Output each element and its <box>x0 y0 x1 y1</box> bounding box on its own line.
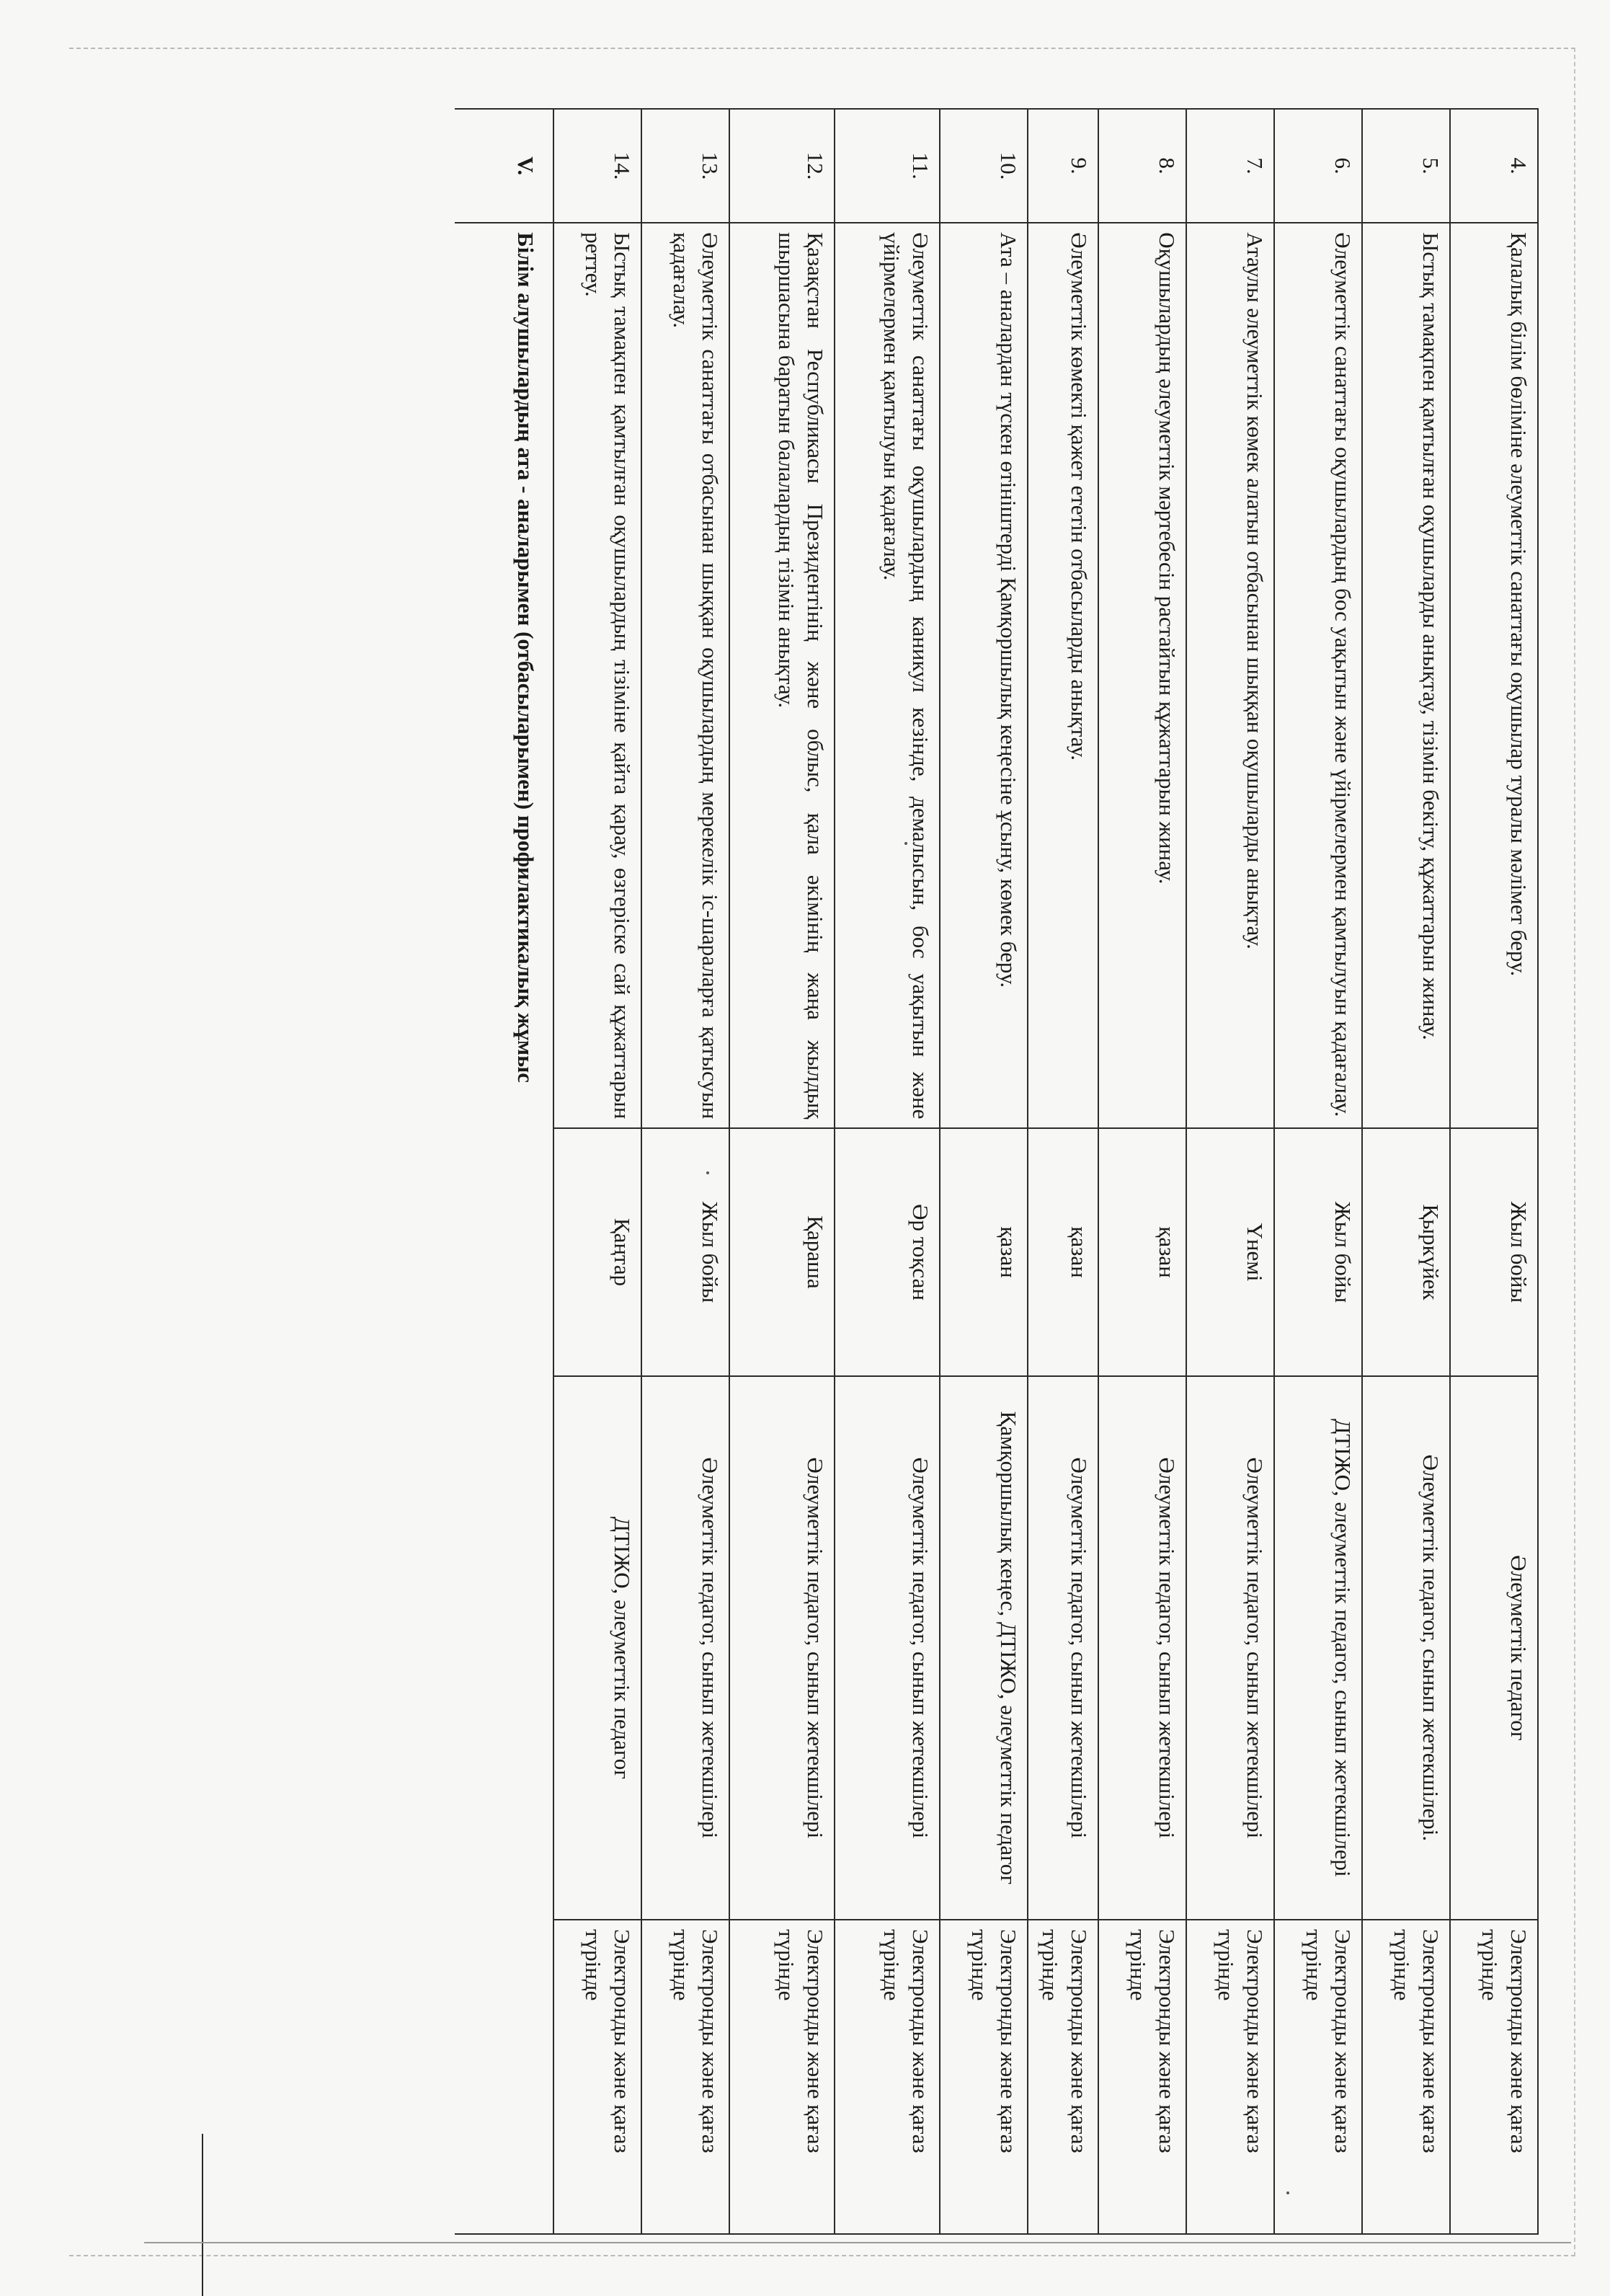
row-form: Электронды және қағаз түрінде <box>553 1920 641 2234</box>
row-responsible: Әлеуметтік педагог, сынып жетекшілері <box>1098 1376 1186 1920</box>
row-number: 11. <box>835 109 940 223</box>
row-form: Электронды және қағаз түрінде <box>1186 1920 1274 2234</box>
row-period: Үнемі <box>1186 1128 1274 1375</box>
row-period: Жыл бойы <box>1274 1128 1362 1375</box>
row-task: Оқушылардың әлеуметтік мәртебесін растайтын құжаттарын жинау. <box>1098 223 1186 1128</box>
table-row <box>1028 109 1098 2234</box>
row-responsible: Әлеуметтік педагог, сынып жетекшілері <box>729 1376 835 1920</box>
row-period: Қараша <box>729 1128 835 1375</box>
table-row <box>1274 109 1362 2234</box>
row-number: 10. <box>940 109 1028 223</box>
row-responsible: Әлеуметтік педагог, сынып жетекшілері <box>835 1376 940 1920</box>
row-responsible: Әлеуметтік педагог, сынып жетекшілері. <box>1362 1376 1450 1920</box>
table-row <box>553 109 641 2234</box>
row-period: қазан <box>1098 1128 1186 1375</box>
row-responsible: Әлеуметтік педагог, сынып жетекшілері <box>1186 1376 1274 1920</box>
row-form: Электронды және қағаз түрінде <box>1450 1920 1538 2234</box>
row-number: 9. <box>1028 109 1098 223</box>
row-task: Ыстық тамақпен қамтылған оқушылардың тізіміне қайта қарау, өзгеріске сай құжаттарын реттеу. <box>553 223 641 1128</box>
table-body <box>455 109 1538 2234</box>
section-number: V. <box>455 109 553 223</box>
row-period: Жыл бойы <box>641 1128 729 1375</box>
table-row <box>1186 109 1274 2234</box>
row-number: 13. <box>641 109 729 223</box>
row-responsible: Әлеуметтік педагог <box>1450 1376 1538 1920</box>
row-period: Әр тоқсан <box>835 1128 940 1375</box>
row-number: 8. <box>1098 109 1186 223</box>
rotated-page <box>198 108 1539 2235</box>
row-form: Электронды және қағаз түрінде <box>940 1920 1028 2234</box>
section-row <box>455 109 553 2234</box>
table-row <box>729 109 835 2234</box>
table-row <box>940 109 1028 2234</box>
row-form: Электронды және қағаз түрінде <box>641 1920 729 2234</box>
row-responsible: ДТІЖО, әлеуметтік педагог <box>553 1376 641 1920</box>
table-row <box>1450 109 1538 2234</box>
row-task: Атаулы әлеуметтік көмек алатын отбасынан шыққан оқушыларды анықтау. <box>1186 223 1274 1128</box>
row-responsible: ДТІЖО, әлеуметтік педагог, сынып жетекшілері <box>1274 1376 1362 1920</box>
section-title: Білім алушылардың ата - аналарымен (отбасыларымен) профилактикалық жұмыс <box>455 223 553 2234</box>
row-period: қазан <box>1028 1128 1098 1375</box>
table-row <box>835 109 940 2234</box>
row-number: 12. <box>729 109 835 223</box>
row-form: Электронды және қағаз түрінде <box>1098 1920 1186 2234</box>
row-task: Ата – аналардан түскен өтініштерді Қамқоршылық кеңесіне ұсыну, көмек беру. <box>940 223 1028 1128</box>
row-number: 4. <box>1450 109 1538 223</box>
row-form: Электронды және қағаз түрінде <box>1362 1920 1450 2234</box>
row-task: Әлеуметтік көмекті қажет ететін отбасыларды анықтау. <box>1028 223 1098 1128</box>
row-period: Қаңтар <box>553 1128 641 1375</box>
row-number: 7. <box>1186 109 1274 223</box>
row-responsible: Қамқоршылық кеңес, ДТІЖО, әлеуметтік педагог <box>940 1376 1028 1920</box>
row-form: Электронды және қағаз түрінде <box>1274 1920 1362 2234</box>
work-plan-table <box>455 108 1539 2235</box>
row-number: 6. <box>1274 109 1362 223</box>
row-task: Қалалық білім бөліміне әлеуметтік санаттағы оқушылар туралы мәлімет беру. <box>1450 223 1538 1128</box>
table-row <box>1362 109 1450 2234</box>
row-form: Электронды және қағаз түрінде <box>1028 1920 1098 2234</box>
row-responsible: Әлеуметтік педагог, сынып жетекшілері <box>641 1376 729 1920</box>
row-task: Әлеуметтік санаттағы оқушылардың каникул кезінде, демалысын, бос уақытын және үйірмелермен қамтылуын қадағалау. <box>835 223 940 1128</box>
row-number: 5. <box>1362 109 1450 223</box>
row-task: Әлеуметтік санаттағы отбасынан шыққан оқушылардың мерекелік іс-шараларға қатысуын қадағалау. <box>641 223 729 1128</box>
row-period: Қыркүйек <box>1362 1128 1450 1375</box>
row-task: Ыстық тамақпен қамтылған оқушыларды анықтау, тізімін бекіту, құжаттарын жинау. <box>1362 223 1450 1128</box>
row-period: Жыл бойы <box>1450 1128 1538 1375</box>
row-form: Электронды және қағаз түрінде <box>729 1920 835 2234</box>
row-task: Әлеуметтік санаттағы оқушылардың бос уақытын және үйірмелермен қамтылуын қадағалау. <box>1274 223 1362 1128</box>
table-row <box>1098 109 1186 2234</box>
row-period: қазан <box>940 1128 1028 1375</box>
row-form: Электронды және қағаз түрінде <box>835 1920 940 2234</box>
row-task: Қазақстан Республикасы Президентінің және облыс, қала әкімінің жаңа жылдық шыршасына баратын балалардың тізімін анықтау. <box>729 223 835 1128</box>
row-number: 14. <box>553 109 641 223</box>
table-row <box>641 109 729 2234</box>
bottom-margin-line <box>144 2242 1571 2243</box>
row-responsible: Әлеуметтік педагог, сынып жетекшілері <box>1028 1376 1098 1920</box>
